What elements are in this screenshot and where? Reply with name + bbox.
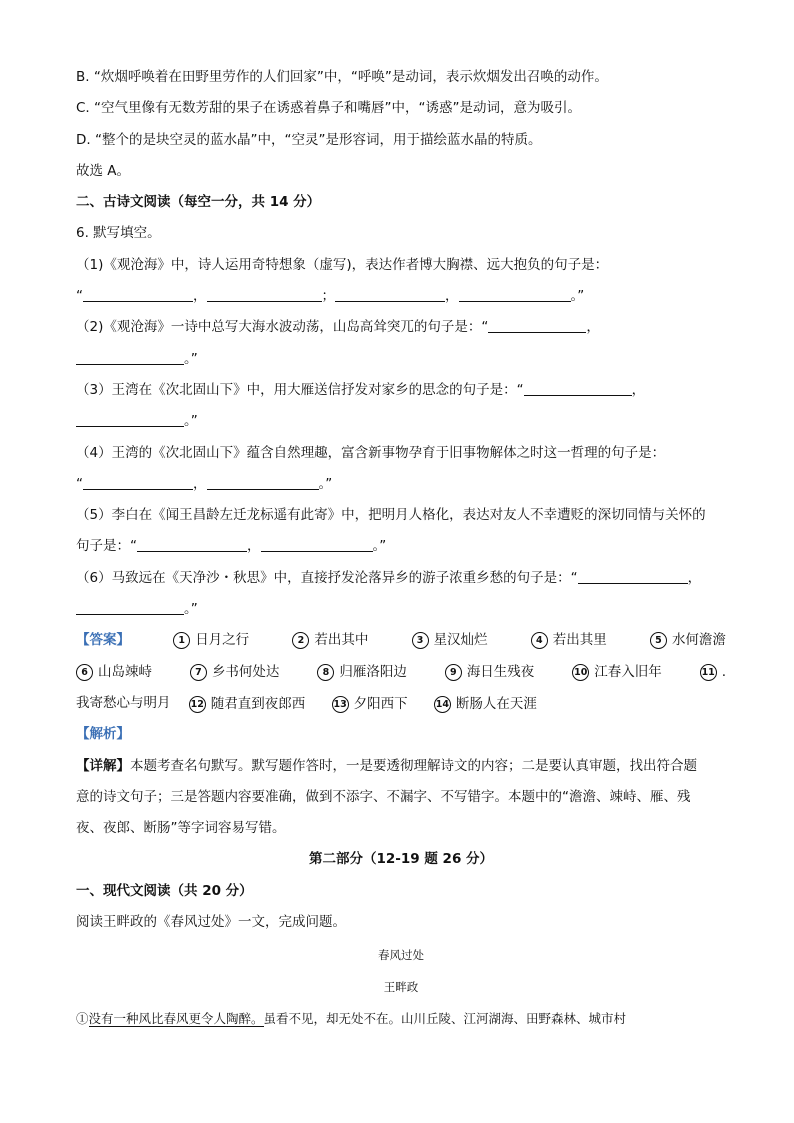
answer-blank[interactable] — [83, 473, 193, 490]
question-6-title: 6. 默写填空。 — [76, 225, 161, 242]
answer-blank[interactable] — [207, 473, 319, 490]
reading-intro: 阅读王畔政的《春风过处》一文，完成问题。 — [76, 914, 346, 931]
q1-text: （1)《观沧海》中，诗人运用奇特想象（虚写)，表达作者博大胸襟、远大抱负的句子是： — [76, 256, 609, 273]
q6-blank-line: 。” — [76, 594, 726, 625]
answer-item: 1 日月之行 — [173, 625, 249, 656]
q3-text: （3）王湾在《次北固山下》中，用大雁送信抒发对家乡的思念的句子是：“ ， — [76, 375, 726, 406]
answer-blank[interactable] — [76, 348, 184, 365]
q2-text: （2)《观沧海》一诗中总写大海水波动荡，山岛高耸突兀的句子是：“ ， — [76, 312, 726, 343]
answer-item: 7 乡书何处达 — [190, 657, 280, 688]
detail-line-3: 夜、夜郎、断肠”等字词容易写错。 — [76, 820, 286, 837]
answer-item: 4 若出其里 — [531, 625, 607, 656]
answer-row-1 — [76, 625, 726, 656]
q4-blanks: “ ， 。” — [76, 469, 726, 500]
answer-blank[interactable] — [335, 285, 445, 302]
q1-blanks: “ ， ； ， 。” — [76, 281, 726, 312]
article-author: 王畔政 — [383, 979, 419, 994]
answer-blank[interactable] — [459, 285, 571, 302]
answer-blank[interactable] — [76, 410, 184, 427]
answer-item: 11 . — [701, 663, 726, 680]
answer-item: 10 江春入旧年 — [574, 663, 662, 680]
q5-text: （5）李白在《闻王昌龄左迁龙标遥有此寄》中，把明月人格化，表达对友人不幸遭贬的深切同情与关怀的 — [76, 507, 706, 524]
answer-blank[interactable] — [76, 598, 184, 615]
underlined-sentence: 没有一种风比春风更令人陶醉。 — [88, 1010, 264, 1026]
q2-blank-line: 。” — [76, 344, 726, 375]
answer-label: 【答案】 — [76, 632, 130, 649]
answer-item: 12 随君直到夜郎西 — [190, 695, 306, 712]
modern-reading-heading: 一、现代文阅读（共 20 分） — [76, 882, 253, 899]
answer-blank[interactable] — [578, 567, 688, 584]
q5-blanks: 句子是：“ ， 。” — [76, 531, 726, 562]
answer-item: 13 夕阳西下 — [333, 695, 408, 712]
answer-blank[interactable] — [524, 379, 632, 396]
answer-item: 9 海日生残夜 — [445, 657, 535, 688]
answer-item-text: 我寄愁心与明月 — [76, 694, 171, 711]
answer-blank[interactable] — [261, 535, 373, 552]
article-paragraph-1: ①没有一种风比春风更令人陶醉。虽看不见，却无处不在。山川丘陵、江河湖海、田野森林、城市村 — [76, 1010, 627, 1026]
q3-blank-line: 。” — [76, 406, 726, 437]
answer-item: 2 若出其中 — [292, 625, 368, 656]
option-c: C. “空气里像有无数芳甜的果子在诱惑着鼻子和嘴唇”中，“诱惑”是动词，意为吸引。 — [76, 100, 581, 117]
answer-blank[interactable] — [137, 535, 247, 552]
answer-blank[interactable] — [83, 285, 193, 302]
detail-line-2: 意的诗文句子；三是答题内容要准确，做到不添字、不漏字、不写错字。本题中的“澹澹、竦峙、雁、残 — [76, 788, 691, 805]
answer-row-3 — [76, 688, 726, 719]
q4-text: （4）王湾的《次北固山下》蕴含自然理趣，富含新事物孕育于旧事物解体之时这一哲理的句子是： — [76, 444, 666, 461]
answer-blank[interactable] — [207, 285, 322, 302]
choice-line: 故选 A。 — [76, 162, 131, 179]
detail-line-1: 【详解】本题考查名句默写。默写题作答时，一是要透彻理解诗文的内容；二是要认真审题，找出符合题 — [76, 757, 697, 774]
answer-item: 14 断肠人在天涯 — [435, 695, 537, 712]
document-page — [76, 62, 726, 1034]
part2-heading: 第二部分（12-19 题 26 分） — [308, 851, 494, 868]
analysis-label: 【解析】 — [76, 726, 130, 743]
option-d: D. “整个的是块空灵的蓝水晶”中，“空灵”是形容词，用于描绘蓝水晶的特质。 — [76, 131, 542, 148]
option-b: B. “炊烟呼唤着在田野里劳作的人们回家”中，“呼唤”是动词，表示炊烟发出召唤的动作。 — [76, 69, 608, 85]
article-title: 春风过处 — [378, 948, 424, 963]
answer-blank[interactable] — [488, 316, 586, 333]
section-heading-poetry: 二、古诗文阅读（每空一分，共 14 分） — [76, 194, 321, 211]
detail-label: 【详解】 — [76, 757, 130, 774]
answer-row-2 — [76, 657, 726, 688]
answer-item: 5 水何澹澹 — [650, 625, 726, 656]
answer-item: 6 山岛竦峙 — [76, 657, 152, 688]
answer-item: 8 归雁洛阳边 — [317, 657, 407, 688]
q6-text: （6）马致远在《天净沙・秋思》中，直接抒发沦落异乡的游子浓重乡愁的句子是：“ ， — [76, 563, 726, 594]
answer-item: 3 星汉灿烂 — [412, 625, 488, 656]
